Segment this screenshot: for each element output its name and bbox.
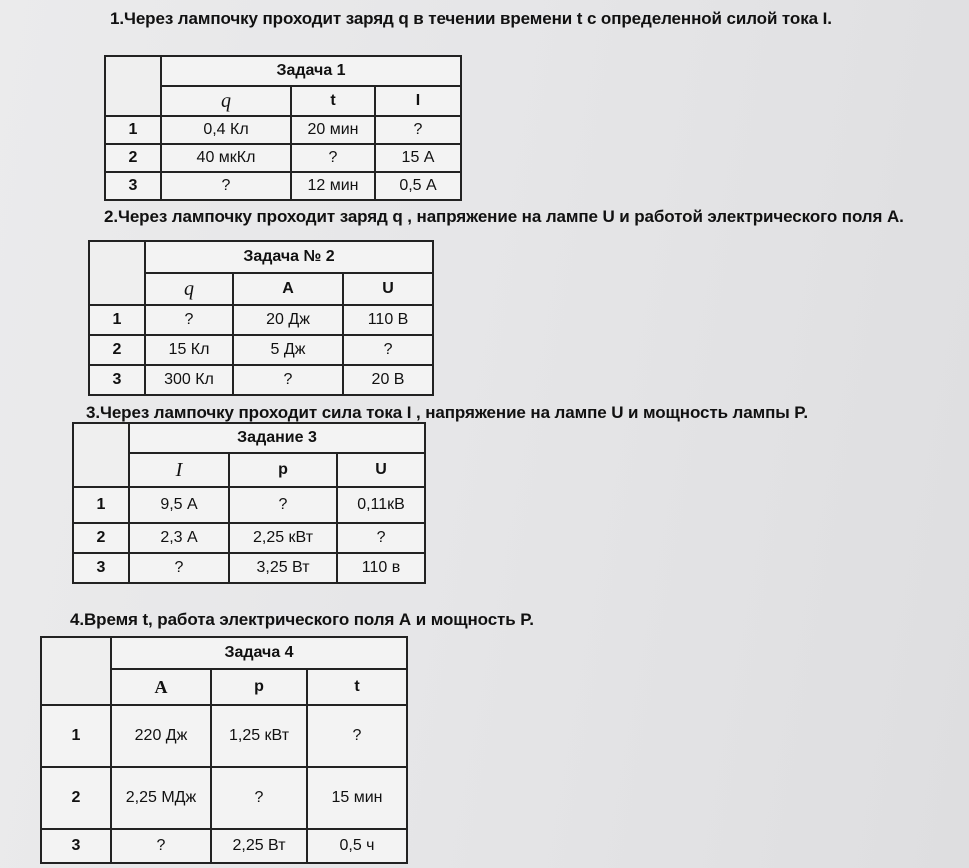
row-number: 3 [41,829,111,863]
table-cell: 300 Кл [145,365,233,395]
table-cell: ? [229,487,337,523]
table-cell: 15 мин [307,767,407,829]
row-number: 1 [89,305,145,335]
table-row [105,116,461,144]
table-row [41,705,407,767]
table-row [73,553,425,583]
problem-1-heading: 1.Через лампочку проходит заряд q в течении времени t с определенной силой тока I. [110,9,832,28]
table-row [105,144,461,172]
table-cell: 1,25 кВт [211,705,307,767]
table-cell: ? [337,523,425,553]
header-i: I [129,453,229,487]
table-row [73,487,425,523]
table-cell: 0,11кВ [337,487,425,523]
row-number: 3 [105,172,161,200]
table-cell: ? [161,172,291,200]
table-row [41,767,407,829]
table-cell: 15 Кл [145,335,233,365]
row-number: 2 [89,335,145,365]
table-cell: ? [291,144,375,172]
table-cell: ? [233,365,343,395]
problem-1-table [104,55,462,201]
table-cell: 2,25 Вт [211,829,307,863]
header-a: A [111,669,211,705]
row-number: 2 [73,523,129,553]
problem-2-title: Задача № 2 [145,241,433,273]
problem-3-table [72,422,426,584]
row-number: 1 [105,116,161,144]
table-cell: 0,5 А [375,172,461,200]
problem-3-heading: 3.Через лампочку проходит сила тока I , напряжение на лампе U и мощность лампы P. [86,403,808,422]
table-corner-cell [105,56,161,116]
row-number: 2 [105,144,161,172]
table-cell: 220 Дж [111,705,211,767]
table-cell: 5 Дж [233,335,343,365]
table-cell: ? [307,705,407,767]
table-cell: ? [211,767,307,829]
row-number: 3 [89,365,145,395]
header-u: U [343,273,433,305]
problem-1-title: Задача 1 [161,56,461,86]
table-cell: ? [375,116,461,144]
problem-3-title: Задание 3 [129,423,425,453]
table-cell: 2,3 А [129,523,229,553]
header-t: t [291,86,375,116]
table-cell: 0,5 ч [307,829,407,863]
header-u: U [337,453,425,487]
table-row [41,829,407,863]
table-cell: 0,4 Кл [161,116,291,144]
table-cell: 110 в [337,553,425,583]
problem-4-heading: 4.Время t, работа электрического поля А и мощность P. [70,610,534,629]
table-cell: 2,25 МДж [111,767,211,829]
header-i: I [375,86,461,116]
problem-2-table [88,240,434,396]
table-cell: ? [129,553,229,583]
table-cell: 40 мкКл [161,144,291,172]
table-cell: ? [145,305,233,335]
problem-4-table [40,636,408,864]
table-row [89,365,433,395]
table-corner-cell [41,637,111,705]
table-cell: 12 мин [291,172,375,200]
table-cell: 20 мин [291,116,375,144]
row-number: 2 [41,767,111,829]
header-a: A [233,273,343,305]
header-p: p [229,453,337,487]
header-p: p [211,669,307,705]
table-cell: 110 В [343,305,433,335]
table-row [73,523,425,553]
row-number: 1 [73,487,129,523]
row-number: 3 [73,553,129,583]
table-cell: 20 В [343,365,433,395]
table-cell: 20 Дж [233,305,343,335]
row-number: 1 [41,705,111,767]
table-cell: 3,25 Вт [229,553,337,583]
table-cell: 2,25 кВт [229,523,337,553]
problem-2-heading: 2.Через лампочку проходит заряд q , напряжение на лампе U и работой электрического поля А. [104,207,904,226]
table-row [89,335,433,365]
problem-4-title: Задача 4 [111,637,407,669]
table-row [89,305,433,335]
table-corner-cell [73,423,129,487]
table-cell: ? [343,335,433,365]
table-row [105,172,461,200]
table-corner-cell [89,241,145,305]
table-cell: 9,5 А [129,487,229,523]
header-t: t [307,669,407,705]
table-cell: ? [111,829,211,863]
table-cell: 15 А [375,144,461,172]
header-q: q [161,86,291,116]
header-q: q [145,273,233,305]
